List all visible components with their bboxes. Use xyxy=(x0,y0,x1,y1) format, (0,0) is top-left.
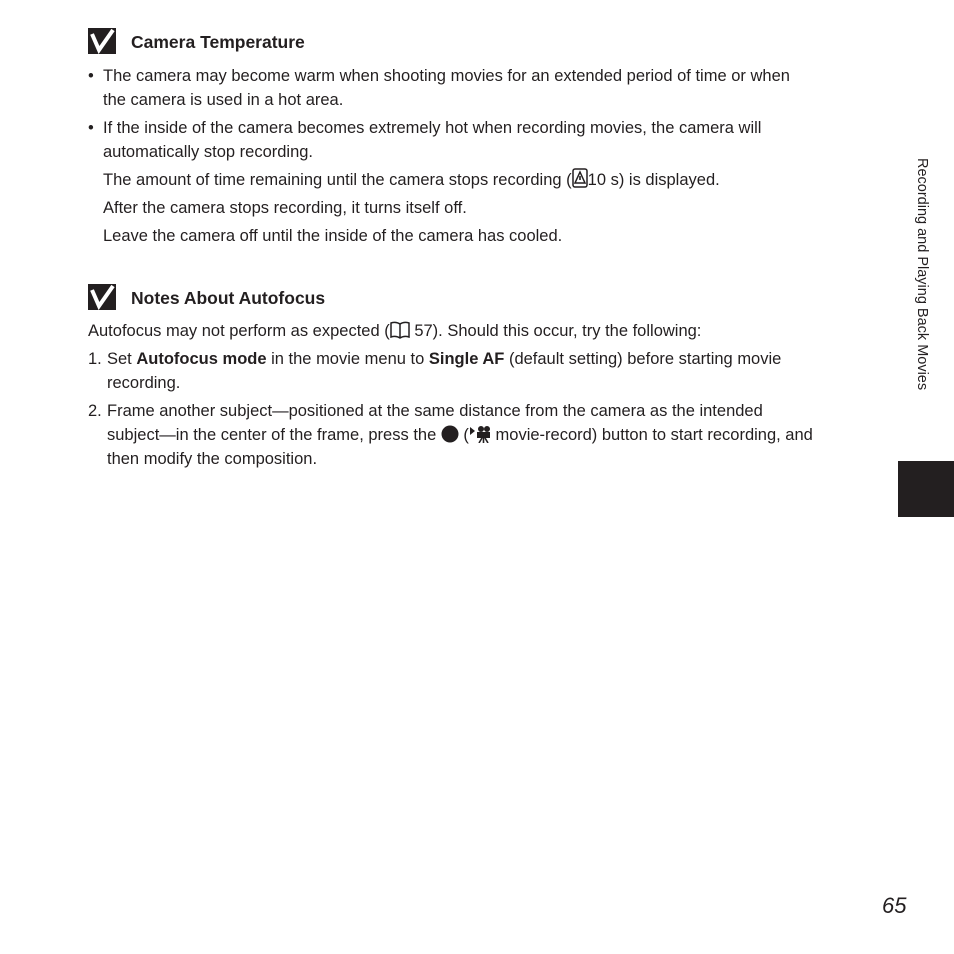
intro-text: 57). Should this occur, try the following: xyxy=(409,322,702,340)
bullet-marker: • xyxy=(88,67,94,85)
section-tab-marker xyxy=(898,461,954,517)
movie-record-icon xyxy=(469,425,491,443)
paragraph-leave-off: Leave the camera off until the inside of the camera has cooled. xyxy=(103,227,563,245)
step-number: 2. xyxy=(88,402,102,420)
bullet1-line2: the camera is used in a hot area. xyxy=(103,91,344,109)
checkmark-note-icon xyxy=(88,284,116,310)
note-header xyxy=(88,28,878,58)
step-text: (default setting) before starting movie xyxy=(504,350,782,368)
camera-temperature-note xyxy=(88,28,878,58)
paragraph-text: 10 s) is displayed. xyxy=(587,171,720,189)
step2-line3: then modify the composition. xyxy=(107,450,318,468)
step-text: Set xyxy=(107,350,137,368)
step1-line2: recording. xyxy=(107,374,181,392)
checkmark-note-icon xyxy=(88,28,116,54)
note-header xyxy=(88,284,878,314)
step-text: subject—in the center of the frame, press the xyxy=(107,426,441,444)
note-title: Notes About Autofocus xyxy=(131,288,326,308)
autofocus-note xyxy=(88,284,878,314)
step2-line1: Frame another subject—positioned at the same distance from the camera as the intended xyxy=(107,402,763,420)
note-title: Camera Temperature xyxy=(131,32,305,52)
paragraph-text: The amount of time remaining until the camera stops recording ( xyxy=(103,171,572,189)
intro-text: Autofocus may not perform as expected ( xyxy=(88,322,390,340)
step2-line2: subject—in the center of the frame, press the ( movie-record) button to start recording, and xyxy=(107,426,813,444)
autofocus-mode-setting: Autofocus mode xyxy=(136,350,267,368)
temperature-warning-icon xyxy=(572,168,588,188)
bullet1-line1: The camera may become warm when shooting movies for an extended period of time or when xyxy=(103,67,790,85)
step-text: movie-record) button to start recording, and xyxy=(490,426,813,444)
page-reference-book-icon xyxy=(390,321,410,339)
step1-line1 xyxy=(107,347,781,371)
step-text: in the movie menu to xyxy=(266,350,429,368)
bullet2-line2: automatically stop recording. xyxy=(103,143,314,161)
bullet-marker: • xyxy=(88,119,94,137)
record-button-icon xyxy=(441,425,459,443)
paragraph-stops-recording: After the camera stops recording, it turns itself off. xyxy=(103,199,467,217)
autofocus-intro xyxy=(88,319,701,343)
step-number: 1. xyxy=(88,350,102,368)
single-af-setting: Single AF xyxy=(428,350,505,368)
section-tab-label: Recording and Playing Back Movies xyxy=(914,158,930,391)
bullet2-line1: If the inside of the camera becomes extremely hot when recording movies, the camera will xyxy=(103,119,762,137)
temperature-warning-paragraph xyxy=(103,168,720,192)
page-number: 65 xyxy=(882,893,907,918)
